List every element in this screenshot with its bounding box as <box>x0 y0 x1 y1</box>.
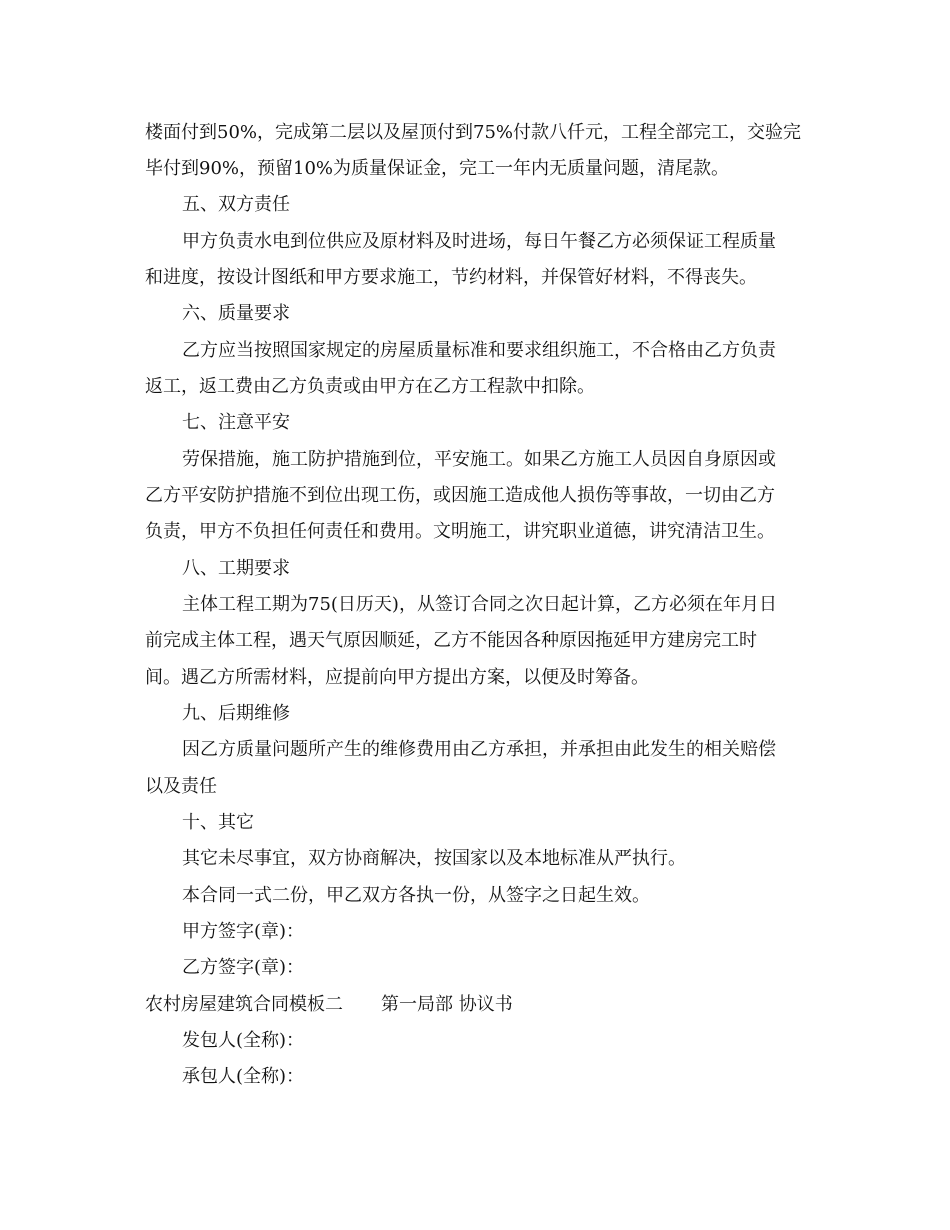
body-line: 乙方平安防护措施不到位出现工伤，或因施工造成他人损伤等事故，一切由乙方 <box>145 485 775 506</box>
paragraph-line: 甲方负责水电到位供应及原材料及时进场，每日午餐乙方必须保证工程质量 <box>182 231 776 252</box>
body-line: 毕付到90%，预留10%为质量保证金，完工一年内无质量问题，清尾款。 <box>145 158 730 179</box>
body-line: 返工，返工费由乙方负责或由甲方在乙方工程款中扣除。 <box>145 376 595 397</box>
body-line: 和进度，按设计图纸和甲方要求施工，节约材料，并保管好材料，不得丧失。 <box>145 267 757 288</box>
paragraph-line: 其它未尽事宜，双方协商解决，按国家以及本地标准从严执行。 <box>182 848 686 869</box>
template-title-line <box>145 993 513 1017</box>
body-line: 间。遇乙方所需材料，应提前向甲方提出方案，以便及时筹备。 <box>145 667 649 688</box>
paragraph-line: 劳保措施，施工防护措施到位，平安施工。如果乙方施工人员因自身原因或 <box>182 449 776 470</box>
paragraph-line: 主体工程工期为75(日历天)，从签订合同之次日起计算，乙方必须在年月日 <box>182 594 777 615</box>
employer-label: 发包人(全称)： <box>182 1030 305 1051</box>
body-line: 楼面付到50%，完成第二层以及屋顶付到75%付款八仟元，工程全部完工，交验完 <box>145 122 802 143</box>
paragraph-line: 乙方应当按照国家规定的房屋质量标准和要求组织施工，不合格由乙方负责 <box>182 340 776 361</box>
section-heading: 六、质量要求 <box>182 303 290 324</box>
body-line: 前完成主体工程，遇天气原因顺延，乙方不能因各种原因拖延甲方建房完工时 <box>145 630 757 651</box>
template-title: 农村房屋建筑合同模板二 <box>145 994 343 1015</box>
section-heading: 九、后期维修 <box>182 703 290 724</box>
paragraph-line: 因乙方质量问题所产生的维修费用由乙方承担，并承担由此发生的相关赔偿 <box>182 739 776 760</box>
section-heading: 十、其它 <box>182 812 254 833</box>
section-heading: 五、双方责任 <box>182 194 290 215</box>
section-heading: 八、工期要求 <box>182 558 290 579</box>
section-title: 第一局部 协议书 <box>381 994 513 1015</box>
paragraph-line: 本合同一式二份，甲乙双方各执一份，从签字之日起生效。 <box>182 885 650 906</box>
contractor-label: 承包人(全称)： <box>182 1066 305 1087</box>
section-heading: 七、注意平安 <box>182 412 290 433</box>
party-a-signature: 甲方签字(章)： <box>182 921 305 942</box>
body-line: 负责，甲方不负担任何责任和费用。文明施工，讲究职业道德，讲究清洁卫生。 <box>145 521 775 542</box>
body-line: 以及责任 <box>145 776 217 797</box>
party-b-signature: 乙方签字(章)： <box>182 957 305 978</box>
